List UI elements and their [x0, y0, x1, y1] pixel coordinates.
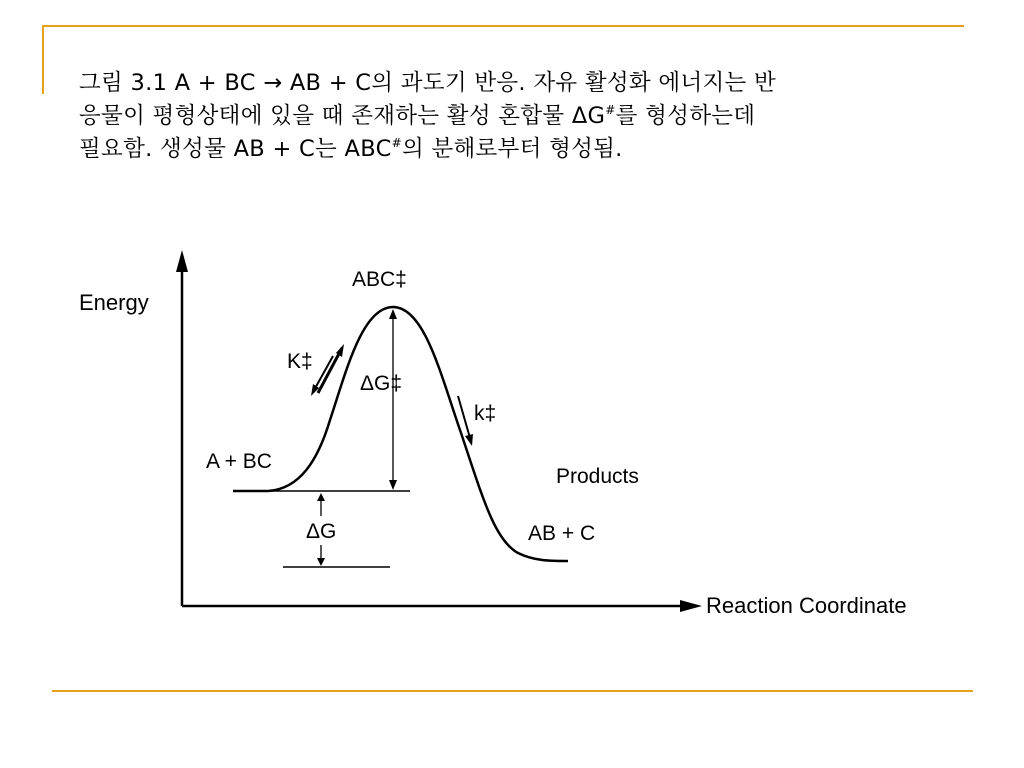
- transition-state-label: ABC‡: [352, 268, 407, 291]
- caption-line-1: 그림 3.1 A + BC → AB + C의 과도기 반응. 자유 활성화 에너지는 반: [79, 70, 777, 96]
- x-axis-label: Reaction Coordinate: [706, 593, 907, 618]
- free-energy-arrowhead-up: [317, 493, 325, 501]
- products-heading: Products: [556, 465, 639, 488]
- reactants-label: A + BC: [206, 450, 272, 473]
- activation-energy-label: ΔG‡: [360, 372, 403, 395]
- free-energy-change-label: ΔG: [306, 520, 337, 543]
- caption-line-2: 응물이 평형상태에 있을 때 존재하는 활성 혼합물 ΔG#를 형성하는데: [79, 103, 756, 129]
- x-axis-arrowhead: [680, 600, 702, 612]
- bottom-rule: [52, 690, 973, 692]
- free-energy-arrowhead-down: [317, 558, 325, 566]
- activation-arrowhead-down: [389, 480, 397, 490]
- y-axis-label: Energy: [79, 290, 149, 315]
- equilibrium-constant-label: K‡: [287, 350, 313, 373]
- equilibrium-forward-arrow: [318, 348, 342, 393]
- products-label: AB + C: [528, 522, 596, 545]
- rate-constant-label: k‡: [474, 402, 497, 425]
- activation-arrowhead-up: [389, 309, 397, 319]
- equilibrium-reverse-head: [311, 384, 319, 396]
- rate-arrowhead: [465, 434, 473, 446]
- energy-curve: [233, 307, 568, 561]
- y-axis-arrowhead: [176, 250, 188, 272]
- caption-line-3: 필요함. 생성물 AB + C는 ABC#의 분해로부터 형성됨.: [79, 136, 623, 162]
